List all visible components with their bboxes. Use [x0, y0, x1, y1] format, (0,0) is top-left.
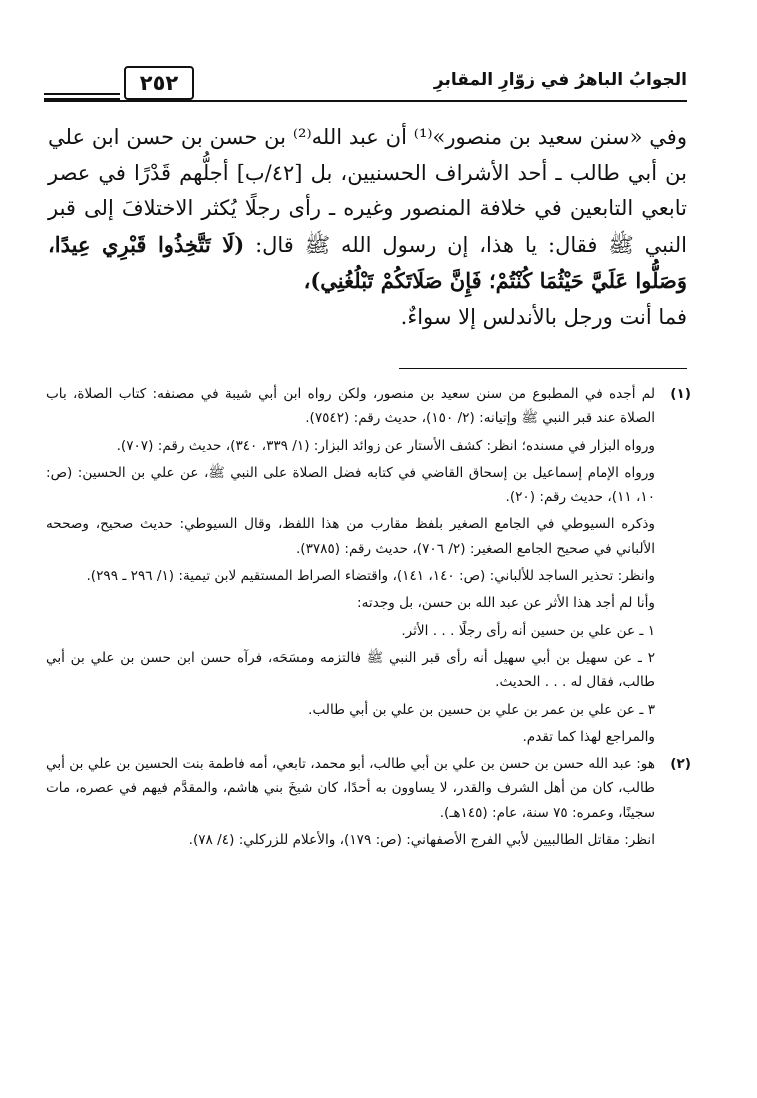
- page-number: ٢٥٢: [124, 66, 194, 100]
- footnote-line: وانظر: تحذير الساجد للألباني: (ص: ١٤٠، ١٤١)، واقتضاء الصراط المستقيم لابن تيمية: (١/ ٢٩٦ ـ ٢٩٩).: [86, 568, 655, 585]
- main-paragraph-closing: فما أنت ورجل بالأندلس إلا سواءٌ.: [400, 304, 687, 329]
- footnote-separator: [399, 368, 687, 369]
- footnote: [46, 382, 691, 749]
- footnote-line: والمراجع لهذا كما تقدم.: [522, 728, 655, 745]
- footnote-line: ٣ ـ عن علي بن عمر بن علي بن حسين بن علي بن أبي طالب.: [308, 701, 655, 718]
- footnote-marker: (١): [670, 386, 691, 402]
- footnote-line: ورواه البزار في مسنده؛ انظر: كشف الأستار عن زوائد البزار: (١/ ٣٣٩، ٣٤٠)، حديث رقم: (٧٠٧).: [116, 437, 655, 454]
- main-paragraph: [48, 120, 687, 300]
- header-ornament-line: [44, 93, 120, 95]
- footnote-line: انظر: مقاتل الطالبيين لأبي الفرج الأصفهاني: (ص: ١٧٩)، والأعلام للزركلي: (٤/ ٧٨).: [188, 832, 655, 849]
- footnote-line: وأنا لم أجد هذا الأثر عن عبد الله بن حسن، بل وجدته:: [357, 595, 655, 612]
- running-header: [44, 66, 687, 112]
- hadith-quote: (لَا تَتَّخِذُوا قَبْرِي عِيدًا، وَصَلُّوا عَلَيَّ حَيْثُمَا كُنْتُمْ؛ فَإِنَّ صَلَاتَكُمْ تَبْلُغُنِي)،: [48, 231, 687, 293]
- footnote-line: ١ ـ عن علي بن حسين أنه رأى رجلًا . . . الأثر.: [401, 622, 655, 639]
- footnote-marker: (٢): [670, 756, 691, 773]
- footnotes: [46, 382, 691, 855]
- footnote-line: ٢ ـ عن سهيل بن أبي سهيل أنه رأى قبر النبي ﷺ فالتزمه ومسَحَه، فرآه حسن ابن حسن بن علي بن أبي طالب، فقال له . . . الحديث.: [46, 649, 655, 691]
- footnote-line: هو: عبد الله حسن بن حسن بن علي بن أبي طالب، أبو محمد، تابعي، أمه فاطمة بنت الحسين بن علي بن أبي طالب، كان من أهل الشرف والقدر، لا يساوون به أحدًا، كان شيخَ بني هاشم، والمقدَّم فيهم في عصره، مات سجينًا، وعمره: ٧٥ سنة، عام: (١٤٥هـ).: [46, 756, 655, 821]
- book-title: الجوابُ الباهرُ في زوّارِ المقابرِ: [433, 70, 687, 90]
- main-text: [48, 120, 687, 335]
- footnote-line: ورواه الإمام إسماعيل بن إسحاق القاضي في كتابه فضل الصلاة على النبي ﷺ، عن علي بن الحسين: (ص: ١٠، ١١)، حديث رقم: (٢٠).: [46, 464, 655, 506]
- header-rule: [44, 100, 687, 102]
- main-paragraph-text: وفي «سنن سعيد بن منصور»⁽¹⁾ أن عبد الله⁽²⁾ بن حسن بن حسن ابن علي بن أبي طالب ـ أحد الأشراف الحسنيين، بل [٤٢/ب] أجلُّهم قَدْرًا في عصر تابعي التابعين في خلافة المنصور وغيره ـ رأى رجلًا يُكثر الاختلافَ إلى قبر النبي ﷺ فقال: يا هذا، إن رسول الله ﷺ قال:: [48, 125, 687, 257]
- footnote-line: وذكره السيوطي في الجامع الصغير بلفظ مقارب من هذا اللفظ، وقال السيوطي: حديث صحيح، وصححه الألباني في صحيح الجامع الصغير: (٢/ ٧٠٦)، حديث رقم: (٣٧٨٥).: [46, 516, 655, 557]
- footnote-line: لم أجده في المطبوع من سنن سعيد بن منصور، ولكن رواه ابن أبي شيبة في مصنفه: كتاب الصلاة، باب الصلاة عند قبر النبي ﷺ وإتيانه: (٢/ ١٥٠)، حديث رقم: (٧٥٤٢).: [46, 386, 655, 427]
- footnote: [46, 752, 691, 852]
